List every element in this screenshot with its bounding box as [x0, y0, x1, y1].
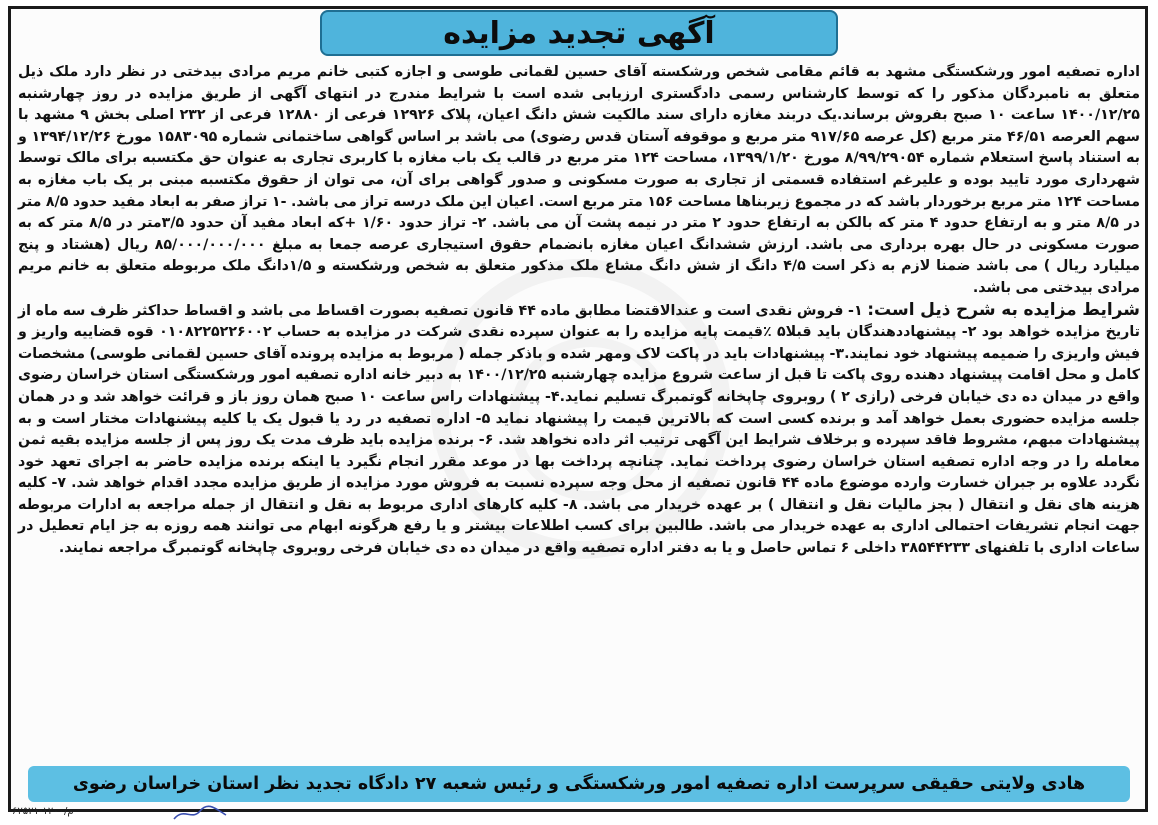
notice-body — [18, 62, 1140, 560]
notice-title: آگهی تجدید مزایده — [443, 15, 715, 51]
conditions-heading: شرایط مزایده به شرح ذیل است: — [867, 299, 1140, 320]
conditions-block — [18, 300, 1140, 560]
title-banner — [320, 10, 838, 56]
signature-bar — [28, 766, 1130, 802]
reference-code: م/۱۲۰۰-۶۲۵۲۱ — [12, 806, 74, 817]
pen-mark-icon — [170, 805, 230, 823]
property-description: اداره تصفیه امور ورشکستگی مشهد به قائم مقامی شخص ورشکسته آقای حسین لقمانی طوسی و اجازه کتبی خانم مریم مرادی بیدختی در نظر دارد ملک ذیل متعلق به نامبردگان مذکور را که توسط کارشناس رسمی دادگستری ارزیابی شده است با شرایط مندرج در انتهای آگهی از طریق مزایده در روز چهارشنبه ۱۴۰۰/۱۲/۲۵ ساعت ۱۰ صبح بفروش برساند.یک دربند مغازه دارای سند مالکیت شش دانگ اعیان، پلاک ۱۲۹۲۶ فرعی از ۱۲۸۸۰ فرعی از ۲۳۲ اصلی بخش ۹ مشهد با سهم العرصه ۴۶/۵۱ متر مربع (کل عرصه ۹۱۷/۶۵ متر مربع و موقوفه آستان قدس رضوی) می باشد بر اساس گواهی ساختمانی شماره ۱۵۸۳۰۹۵ مورخ ۱۳۹۴/۱۲/۲۶ و به استناد پاسخ استعلام شماره ۸/۹۹/۲۹۰۵۴ مورخ ۱۳۹۹/۱/۲۰، مساحت ۱۲۴ متر مربع در قالب یک باب مغازه با کاربری تجاری به عنوان حق مکتسبه برای مالک توسط شهرداری مورد تایید بوده و علیرغم استفاده قسمتی از تجاری به صورت مسکونی و صدور گواهی برای آن، می توان از حقوق مکتسبه مبنی بر یک باب مغازه به مساحت ۱۲۴ متر مربع برخوردار باشد که در مجموع زیربناها مساحت ۱۵۶ متر مربع است. اعیان این ملک درسه تراز می باشد. -۱ تراز صفر به ابعاد مفید حدود ۸/۵ متر در ۸/۵ متر و به ارتفاع حدود ۴ متر که بالکن به ارتفاع حدود ۲ متر در نیمه پشت آن می باشد. ۲- تراز حدود ۱/۶۰ +که ابعاد مفید آن حدود ۳/۵متر در ۸/۵ متر که به صورت مسکونی در حال بهره برداری می باشد. ارزش ششدانگ اعیان مغازه بانضمام حقوق استیجاری عرصه جمعا به مبلغ ۸۵/۰۰۰/۰۰۰/۰۰۰ ریال (هشتاد و پنج میلیارد ریال ) می باشد ضمنا لازم به ذکر است ۴/۵ دانگ از شش دانگ مشاع ملک مذکور متعلق به شخص ورشکسته و ۱/۵دانگ ملک مربوطه متعلق به خانم مریم مرادی بیدختی می باشد. — [18, 64, 1141, 296]
signature-text: هادی ولایتی حقیقی سرپرست اداره تصفیه امور ورشکستگی و رئیس شعبه ۲۷ دادگاه تجدید نظر استان خراسان رضوی — [72, 774, 1086, 794]
conditions-text: ۱- فروش نقدی است و عندالاقتضا مطابق ماده ۴۴ قانون تصفیه بصورت اقساط می باشد و اقساط حداکثر ظرف سه ماه از تاریخ مزایده خواهد بود ۲- پیشنهاددهندگان باید قبلا۵ ٪قیمت پایه مزایده را به عنوان سپرده نقدی شرکت در مزایده به حساب ۰۱۰۸۲۲۵۲۲۶۰۰۲ قوه قضاییه واریز و فیش واریزی را ضمیمه پیشنهاد خود نمایند.۳- پیشنهادات باید در پاکت لاک ومهر شده و باذکر جمله ( مربوط به مزایده پرونده آقای حسین لقمانی طوسی) مشخصات کامل و محل اقامت پیشنهاد دهنده روی پاکت تا قبل از ساعت شروع مزایده چهارشنبه ۱۴۰۰/۱۲/۲۵ به دبیر خانه اداره تصفیه امور ورشکستگی استان خراسان رضوی واقع در میدان ده دی خیابان فرخی (رازی ۲ ) روبروی چاپخانه گوتمبرگ تسلیم نماید.۴- پیشنهادات راس ساعت ۱۰ صبح همان روز باز و قرائت خواهد شد و در همان جلسه مزایده حضوری بعمل خواهد آمد و برنده کسی است که بالاترین قیمت را پیشنهاد نماید ۵- اداره تصفیه در رد یا قبول یک یا کلیه پیشنهادات مختار است و به پیشنهادات مبهم، مشروط فاقد سپرده و برخلاف شرایط این آگهی ترتیب اثر داده نخواهد شد. ۶- برنده مزایده باید ظرف مدت یک روز پس از جلسه مزایده بقیه ثمن معامله را در وجه اداره تصفیه استان خراسان رضوی پرداخت نماید. چنانچه پرداخت بها در موعد مقرر انجام نگیرد یا اینکه برنده مزایده حاضر به اجرای تعهد خود نگردد علاوه بر جبران خسارت وارده موضوع ماده ۴۴ قانون تصفیه از محل وجه سپرده نسبت به فروش مورد مزایده از طریق مزایده مجدد اقدام خواهد شد. ۷- کلیه هزینه های نقل و انتقال ( بجز مالیات نقل و انتقال ) بر عهده خریدار می باشد. ۸- کلیه کارهای اداری مربوط به نقل و انتقال از جمله مراجعه به ادارات مربوطه جهت انجام تشریفات احتمالی اداری به عهده خریدار می باشد. طالبین برای کسب اطلاعات بیشتر و یا رفع هرگونه ابهام می توانند همه روزه به جز ایام تعطیل در ساعات اداری با تلفنهای ۳۸۵۴۴۲۳۳ داخلی ۶ تماس حاصل و یا به دفتر اداره تصفیه واقع در میدان ده دی خیابان فرخی روبروی چاپخانه گوتمبرگ مراجعه نمایند. — [18, 302, 1141, 557]
